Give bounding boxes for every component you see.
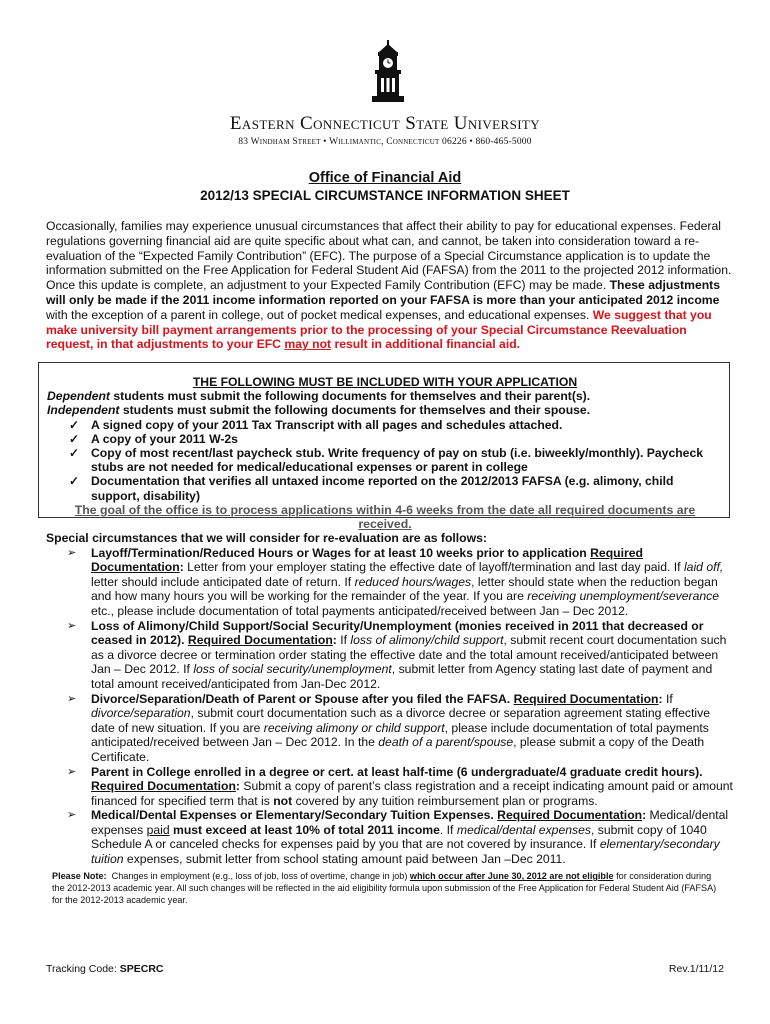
checkmark-icon: ✓ <box>69 474 80 489</box>
requirements-heading: THE FOLLOWING MUST BE INCLUDED WITH YOUR APPLICATION <box>192 375 578 389</box>
list-item: ➢ Loss of Alimony/Child Support/Social Security/Unemployment (monies received in 2011 that decreased or ceased in 2012). Required Documentation: If loss of alimony/child support, submit recent court documentation such as a divorce decree or termination order stating the effective date and the total amount received/anticipated between Jan – Dec 2012. If loss of social security/unemployment, submit letter from Agency stating last date of payment and total amount received/anticipated from Jan-Dec 2012. <box>67 618 727 691</box>
university-name: Eastern Connecticut State University <box>229 113 541 134</box>
list-item: ✓ A copy of your 2011 W-2s <box>69 431 238 446</box>
list-item: ➢ Layoff/Termination/Reduced Hours or Wages for at least 10 weeks prior to application Required Documentation: Letter from your employer stating the effective date of layoff/termination and last day paid. If laid off, letter should include anticipated date of return. If reduced hours/wages, letter should state when the reduction began and how many hours you will be working for the remainder of the year. If you are receiving unemployment/severance etc., please include documentation of total payments anticipated/received between Jan – Dec 2012. <box>67 545 724 618</box>
list-item: ➢ Medical/Dental Expenses or Elementary/Secondary Tuition Expenses. Required Documentation: Medical/dental expenses paid must exceed at least 10% of total 2011 income. If medical/dental expenses, submit copy of 1040 Schedule A or canceled checks for expenses paid by you that are not covered by insurance. If elementary/secondary tuition expenses, submit letter from school stating amount paid between Jan –Dec 2011. <box>67 808 729 867</box>
university-address: 83 Windham Street • Willimantic, Connecticut 06226 • 860-465-5000 <box>238 137 532 147</box>
list-item: ➢ Divorce/Separation/Death of Parent or Spouse after you filed the FAFSA. Required Documentation: If divorce/separation, submit court documentation such as a divorce decree or separation agreement stating effective date of new situation. If you are receiving alimony or child support, please include documentation of total payments anticipated/received between Jan – Dec 2012. In the death of a parent/spouse, please submit a copy of the Death Certificate. <box>67 691 710 764</box>
independent-instruction: Independent students must submit the following documents for themselves and their spouse. <box>47 403 591 418</box>
checkmark-icon: ✓ <box>69 446 80 461</box>
list-item: ➢ Parent in College enrolled in a degree or cert. at least half-time (6 undergraduate/4 graduate credit hours). Required Documentation: Submit a copy of parent’s class registration and a receipt indicating amount paid or amount financed for specified term that is not covered by any tuition reimbursement plan or programs. <box>67 764 733 808</box>
arrow-bullet-icon: ➢ <box>67 619 77 632</box>
list-item: ✓ Documentation that verifies all untaxed income reported on the 2012/2013 FAFSA (e.g. alimony, child support, disability) <box>69 474 674 503</box>
list-item: ✓ A signed copy of your 2011 Tax Transcript with all pages and schedules attached. <box>69 417 563 432</box>
please-note: Please Note: Changes in employment (e.g., loss of job, loss of overtime, change in job) which occur after June 30, 2012 are not eligible for consideration during the 2012-2013 academic year. All such changes will be reflected in the aid eligibility formula upon submission of the Free Application for Federal Student Aid (FAFSA) for the 2012-2013 academic year. <box>52 871 717 906</box>
checkmark-icon: ✓ <box>69 417 80 432</box>
required-documents-list <box>47 418 723 503</box>
revision-date: Rev.1/11/12 <box>668 963 724 975</box>
tracking-code: Tracking Code: SPECRC <box>46 963 164 975</box>
page-subtitle: 2012/13 SPECIAL CIRCUMSTANCE INFORMATION SHEET <box>200 188 570 203</box>
intro-paragraph <box>46 219 736 352</box>
checkmark-icon: ✓ <box>69 431 80 446</box>
intro-warning: We suggest that you make university bill payment arrangements prior to the processing of your Special Circumstance Reevaluation request, in that adjustments to your EFC may not result in additional financial aid. <box>46 307 712 352</box>
arrow-bullet-icon: ➢ <box>67 692 77 705</box>
note-label: Please Note: <box>52 871 107 881</box>
page-title: Office of Financial Aid <box>308 170 462 186</box>
university-clock-tower-logo <box>369 40 407 102</box>
special-circumstances <box>46 531 736 867</box>
list-item: ✓ Copy of most recent/last paycheck stub. Write frequency of pay on stub (i.e. biweekly/monthly). Paycheck stubs are not needed for medical/educational expenses or parent in college <box>69 446 704 475</box>
intro-bold-text: These adjustments will only be made if the 2011 income information reported on your FAFSA is more than your anticipated 2012 income <box>46 278 721 307</box>
dependent-instruction: Dependent students must submit the following documents for themselves and their parent(s). <box>47 389 591 404</box>
arrow-bullet-icon: ➢ <box>67 765 77 778</box>
arrow-bullet-icon: ➢ <box>67 809 77 822</box>
special-heading: Special circumstances that we will consider for re-evaluation are as follows: <box>46 531 487 545</box>
arrow-bullet-icon: ➢ <box>67 546 77 559</box>
requirements-box <box>38 362 730 532</box>
processing-goal: The goal of the office is to process applications within 4-6 weeks from the date all required documents are received. <box>74 502 696 532</box>
intro-text: Occasionally, families may experience unusual circumstances that affect their ability to pay for educational expenses. Federal regulations governing financial aid are quite specific about what can, and cannot, be taken into consideration toward a re-evaluation of the “Expected Family Contribution” (EFC). The purpose of a Special Circumstance application is to update the information submitted on the Free Application for Federal Student Aid (FAFSA) from the 2011 to the projected 2012 information. Once this update is complete, an adjustment to your Expected Family Contribution (EFC) may be made. <box>46 219 732 293</box>
circumstances-list <box>46 546 736 867</box>
intro-text-2: with the exception of a parent in college, out of pocket medical expenses, and educational expenses. <box>46 307 590 322</box>
